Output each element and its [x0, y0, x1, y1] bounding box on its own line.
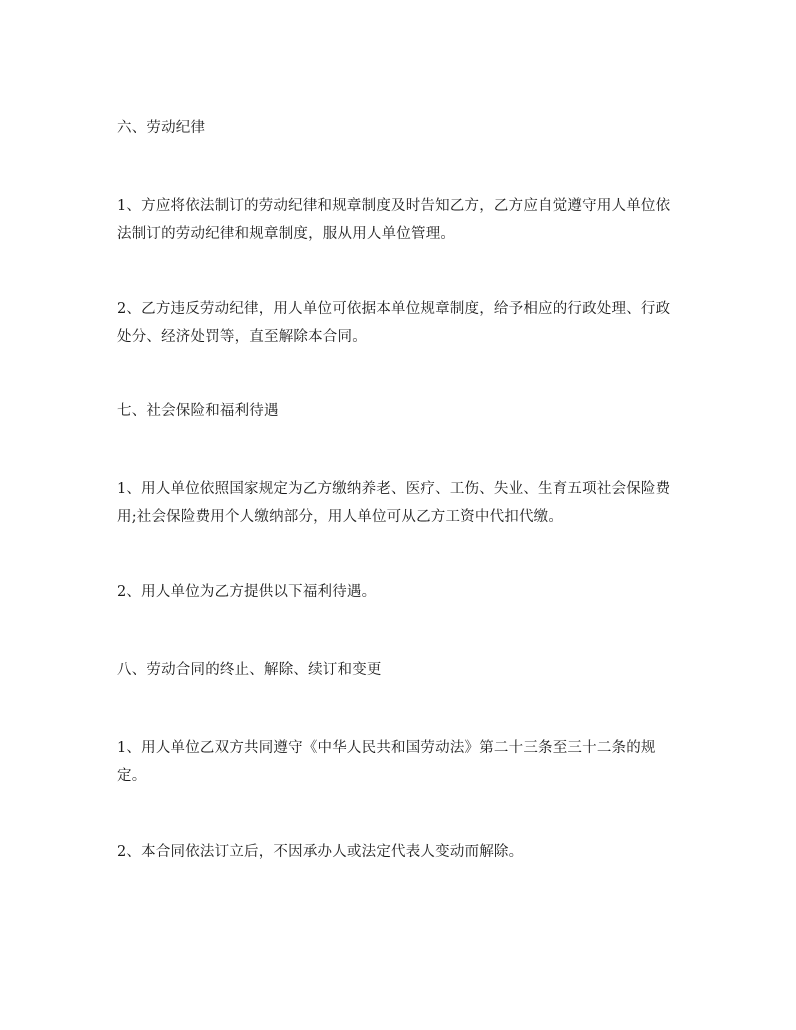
paragraph-discipline-2: 2、乙方违反劳动纪律，用人单位可依据本单位规章制度，给予相应的行政处理、行政处分、经济处罚等，直至解除本合同。	[117, 301, 671, 345]
paragraph-insurance-1: 1、用人单位依照国家规定为乙方缴纳养老、医疗、工伤、失业、生育五项社会保险费用;社会保险费用个人缴纳部分，用人单位可从乙方工资中代扣代缴。	[117, 481, 671, 525]
paragraph-insurance-2: 2、用人单位为乙方提供以下福利待遇。	[117, 584, 377, 600]
section-heading-social-insurance: 七、社会保险和福利待遇	[117, 403, 279, 419]
section-heading-contract-termination: 八、劳动合同的终止、解除、续订和变更	[117, 662, 382, 678]
paragraph-termination-1: 1、用人单位乙双方共同遵守《中华人民共和国劳动法》第二十三条至三十二条的规定。	[117, 740, 656, 784]
paragraph-discipline-1: 1、方应将依法制订的劳动纪律和规章制度及时告知乙方，乙方应自觉遵守用人单位依法制订的劳动纪律和规章制度，服从用人单位管理。	[117, 198, 671, 242]
paragraph-termination-2: 2、本合同依法订立后，不因承办人或法定代表人变动而解除。	[117, 844, 524, 860]
section-heading-labor-discipline: 六、劳动纪律	[117, 120, 206, 136]
